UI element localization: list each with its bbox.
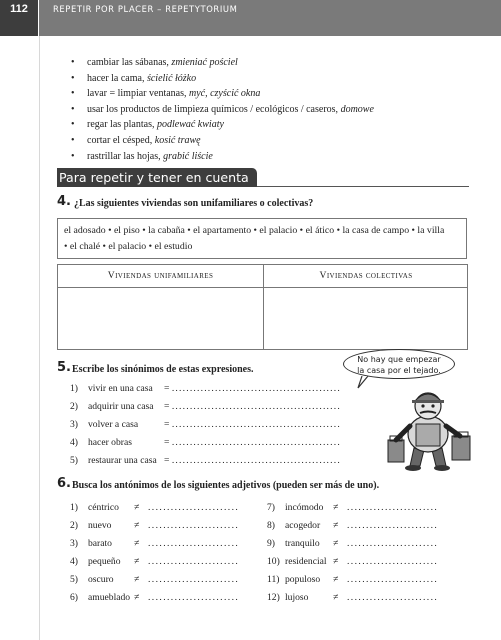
list-item: 3) volver a casa = ...............................................	[70, 419, 341, 430]
list-item: • cambiar las sábanas, zmieniać pościel	[60, 55, 374, 71]
exercise-5-number: 5.	[57, 360, 71, 375]
speech-bubble	[343, 349, 455, 379]
list-item: 2) adquirir una casa = ...............................................	[70, 401, 341, 412]
column-header-unifamiliares: Viviendas unifamiliares	[58, 265, 263, 288]
list-item: 2) nuevo ≠ ........................	[70, 520, 240, 531]
list-item: 1) céntrico ≠ ........................	[70, 502, 240, 513]
list-item: 8) acogedor ≠ ........................	[267, 520, 439, 531]
column-header-colectivas: Viviendas colectivas	[263, 265, 468, 288]
worker-illustration	[382, 384, 474, 472]
list-item: • hacer la cama, ścielić łóżko	[60, 71, 374, 87]
word-box	[57, 218, 467, 259]
speech-bubble-line: la casa por el tejado.	[357, 366, 441, 375]
list-item: 1) vivir en una casa = ...............................................	[70, 383, 341, 394]
list-item: • usar los productos de limpieza químicos / ecológicos / caseros, domowe	[60, 102, 374, 118]
list-item: 3) barato ≠ ........................	[70, 538, 240, 549]
margin-line	[39, 36, 40, 640]
list-item: 5) oscuro ≠ ........................	[70, 574, 240, 585]
housing-table	[57, 264, 468, 350]
list-item: • rastrillar las hojas, grabić liście	[60, 149, 374, 165]
column-divider	[263, 287, 264, 349]
page-number: 112	[0, 0, 38, 36]
list-item: 7) incómodo ≠ ........................	[267, 502, 439, 513]
list-item: • regar las plantas, podlewać kwiaty	[60, 117, 374, 133]
section-title: Para repetir y tener en cuenta	[57, 168, 257, 187]
page-header	[0, 0, 501, 36]
list-item: 12) lujoso ≠ ........................	[267, 592, 439, 603]
exercise-4-number: 4.	[57, 194, 71, 209]
chores-list	[60, 55, 374, 164]
word-box-line: el adosado • el piso • la cabaña • el apartamento • el palacio • el ático • la casa de campo • la villa	[64, 225, 445, 236]
list-item: 6) amueblado ≠ ........................	[70, 592, 240, 603]
list-item: • lavar = limpiar ventanas, myć, czyścić okna	[60, 86, 374, 102]
list-item: • cortar el césped, kosić trawę	[60, 133, 374, 149]
list-item: 10) residencial ≠ ........................	[267, 556, 439, 567]
speech-bubble-tail	[340, 376, 370, 390]
exercise-6-number: 6.	[57, 476, 71, 491]
header-title: REPETIR POR PLACER – REPETYTORIUM	[53, 4, 238, 14]
list-item: 4) pequeño ≠ ........................	[70, 556, 240, 567]
word-box-line: • el chalé • el palacio • el estudio	[64, 241, 193, 252]
list-item: 9) tranquilo ≠ ........................	[267, 538, 439, 549]
list-item: 5) restaurar una casa = ...............................................	[70, 455, 341, 466]
list-item: 4) hacer obras = ...............................................	[70, 437, 341, 448]
exercise-5-title: Escribe los sinónimos de estas expresiones.	[72, 364, 254, 375]
exercise-6-title: Busca los antónimos de los siguientes adjetivos (pueden ser más de uno).	[72, 480, 380, 491]
exercise-4-title: ¿Las siguientes viviendas son unifamiliares o colectivas?	[74, 198, 314, 209]
speech-bubble-line: No hay que empezar	[357, 355, 441, 364]
list-item: 11) populoso ≠ ........................	[267, 574, 439, 585]
